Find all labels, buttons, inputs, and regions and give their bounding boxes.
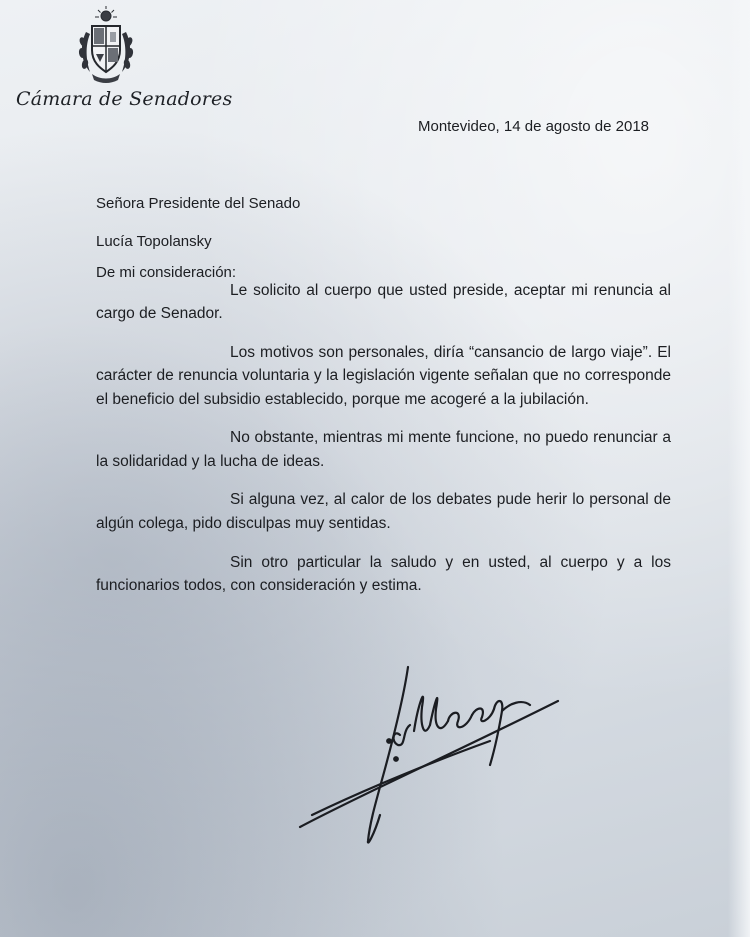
recipient-name: Lucía Topolansky [96, 233, 212, 250]
paragraph-resignation: Le solicito al cuerpo que usted preside, aceptar mi renuncia al cargo de Senador. [96, 282, 671, 323]
date-line: Montevideo, 14 de agosto de 2018 [418, 118, 650, 135]
letter-body [96, 279, 671, 613]
paragraph-closing: Sin otro particular la saludo y en usted, al cuerpo y a los funcionarios todos, con consideración y estima. [96, 553, 671, 594]
recipient-title: Señora Presidente del Senado [96, 195, 301, 212]
paragraph-reasons: Los motivos son personales, diría “cansancio de largo viaje”. El carácter de renuncia voluntaria y la legislación vigente señalan que no corresponde el beneficio del subsidio establecido, porque me acogeré a la jubilación. [96, 344, 671, 408]
salutation: De mi consideración: [96, 264, 237, 281]
paragraph-solidarity: No obstante, mientras mi mente funcione, no puedo renunciar a la solidaridad y la lucha de ideas. [96, 429, 671, 470]
paragraph-apology: Si alguna vez, al calor de los debates pude herir lo personal de algún colega, pido disculpas muy sentidas. [96, 491, 671, 532]
chamber-name: Cámara de Senadores [16, 88, 233, 110]
handwritten-signature-icon [290, 655, 570, 855]
coat-of-arms-icon [74, 6, 138, 88]
